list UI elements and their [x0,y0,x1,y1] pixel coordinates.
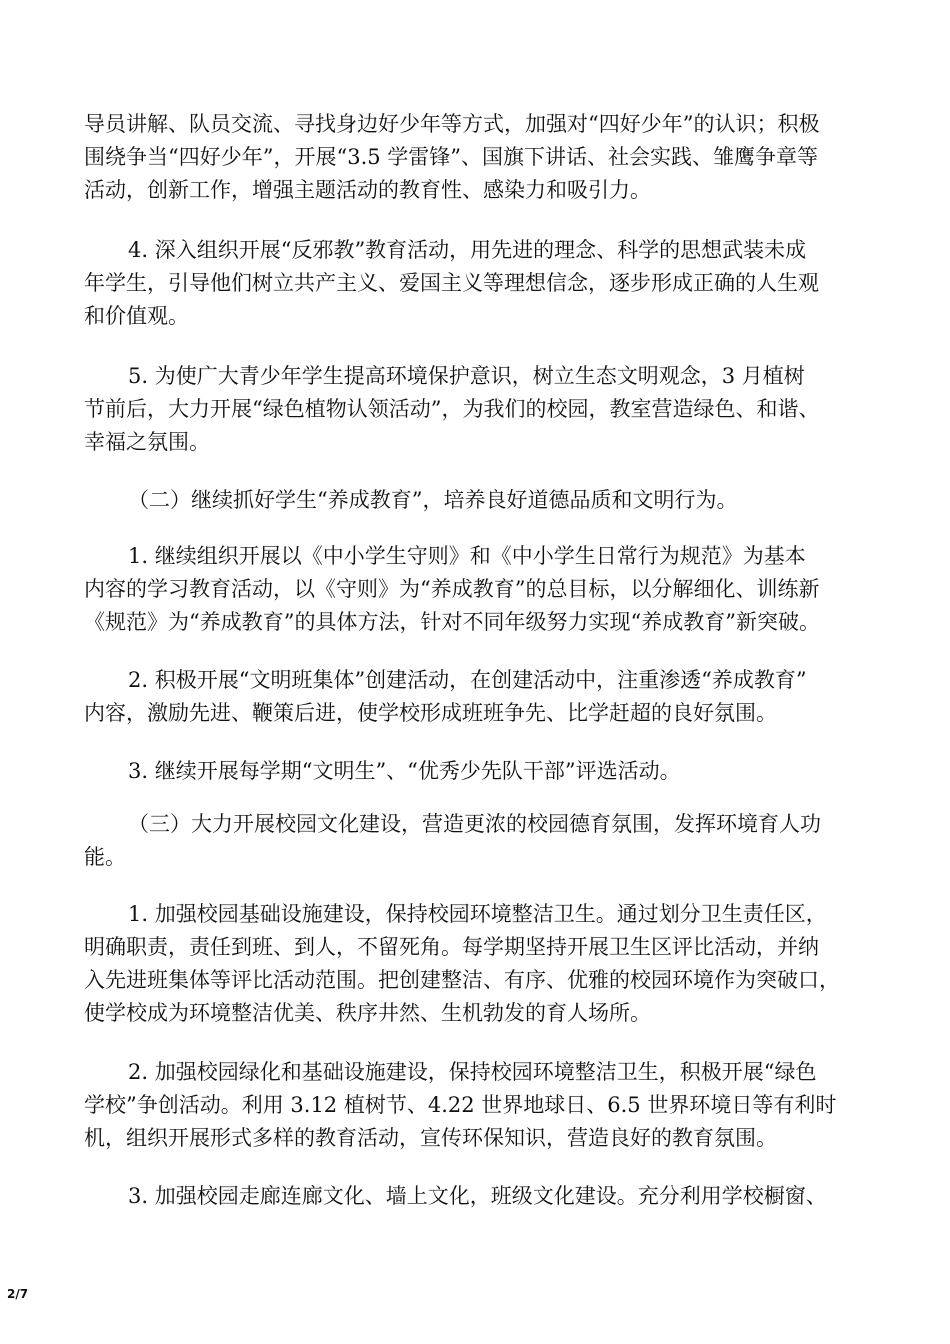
text-line: 1. 加强校园基础设施建设，保持校园环境整洁卫生。通过划分卫生责任区， [128,902,827,926]
text-line: 机，组织开展形式多样的教育活动，宣传环保知识，营造良好的教育氛围。 [84,1126,777,1150]
paragraph [0,664,950,734]
page-number: 2/7 [7,1287,29,1301]
text-line: 5. 为使广大青少年学生提高环境保护意识，树立生态文明观念，3 月植树 [128,364,805,388]
text-line: 《规范》为“养成教育”的具体方法，针对不同年级努力实现“养成教育”新突破。 [84,610,820,634]
text-line: 学校”争创活动。利用 3.12 植树节、4.22 世界地球日、6.5 世界环境日等有利时 [84,1093,837,1117]
text-line: 内容的学习教育活动，以《守则》为“养成教育”的总目标，以分解细化、训练新 [84,577,820,601]
text-line: 能。 [84,845,126,869]
text-line: 节前后，大力开展“绿色植物认领活动”，为我们的校园，教室营造绿色、和谐、 [84,397,820,421]
text-line: 和价值观。 [84,304,189,328]
paragraph [0,898,950,1034]
paragraph [0,1180,950,1214]
text-line: （二）继续抓好学生“养成教育”，培养良好道德品质和文明行为。 [128,488,738,512]
text-line: 3. 加强校园走廊连廊文化、墙上文化，班级文化建设。充分利用学校橱窗、 [128,1184,827,1208]
text-line: （三）大力开展校园文化建设，营造更浓的校园德育氛围，发挥环境育人功 [128,812,821,836]
text-line: 入先进班集体等评比活动范围。把创建整洁、有序、优雅的校园环境作为突破口， [84,968,840,992]
text-line: 年学生，引导他们树立共产主义、爱国主义等理想信念，逐步形成正确的人生观 [84,271,819,295]
paragraph [0,755,950,789]
paragraph [0,1056,950,1160]
text-line: 活动，创新工作，增强主题活动的教育性、感染力和吸引力。 [84,178,651,202]
paragraph [0,540,950,644]
text-line: 幸福之氛围。 [84,430,210,454]
text-line: 明确职责，责任到班、到人，不留死角。每学期坚持开展卫生区评比活动，并纳 [84,935,819,959]
text-line: 使学校成为环境整洁优美、秩序井然、生机勃发的育人场所。 [84,1001,651,1025]
text-line: 2. 加强校园绿化和基础设施建设，保持校园环境整洁卫生，积极开展“绿色 [128,1060,817,1084]
text-line: 2. 积极开展“文明班集体”创建活动，在创建活动中，注重渗透“养成教育” [128,668,807,692]
text-line: 围绕争当“四好少年”，开展“3.5 学雷锋”、国旗下讲话、社会实践、雏鹰争章等 [84,145,819,169]
paragraph [0,108,950,212]
section-heading [0,808,950,878]
text-line: 1. 继续组织开展以《中小学生守则》和《中小学生日常行为规范》为基本 [128,544,806,568]
text-line: 内容，激励先进、鞭策后进，使学校形成班班争先、比学赶超的良好氛围。 [84,701,777,725]
paragraph [0,360,950,464]
paragraph [0,234,950,338]
text-line: 3. 继续开展每学期“文明生”、“优秀少先队干部”评选活动。 [128,759,681,783]
text-line: 导员讲解、队员交流、寻找身边好少年等方式，加强对“四好少年”的认识；积极 [84,112,820,136]
section-heading [0,484,950,518]
text-line: 4. 深入组织开展“反邪教”教育活动，用先进的理念、科学的思想武装未成 [128,238,807,262]
